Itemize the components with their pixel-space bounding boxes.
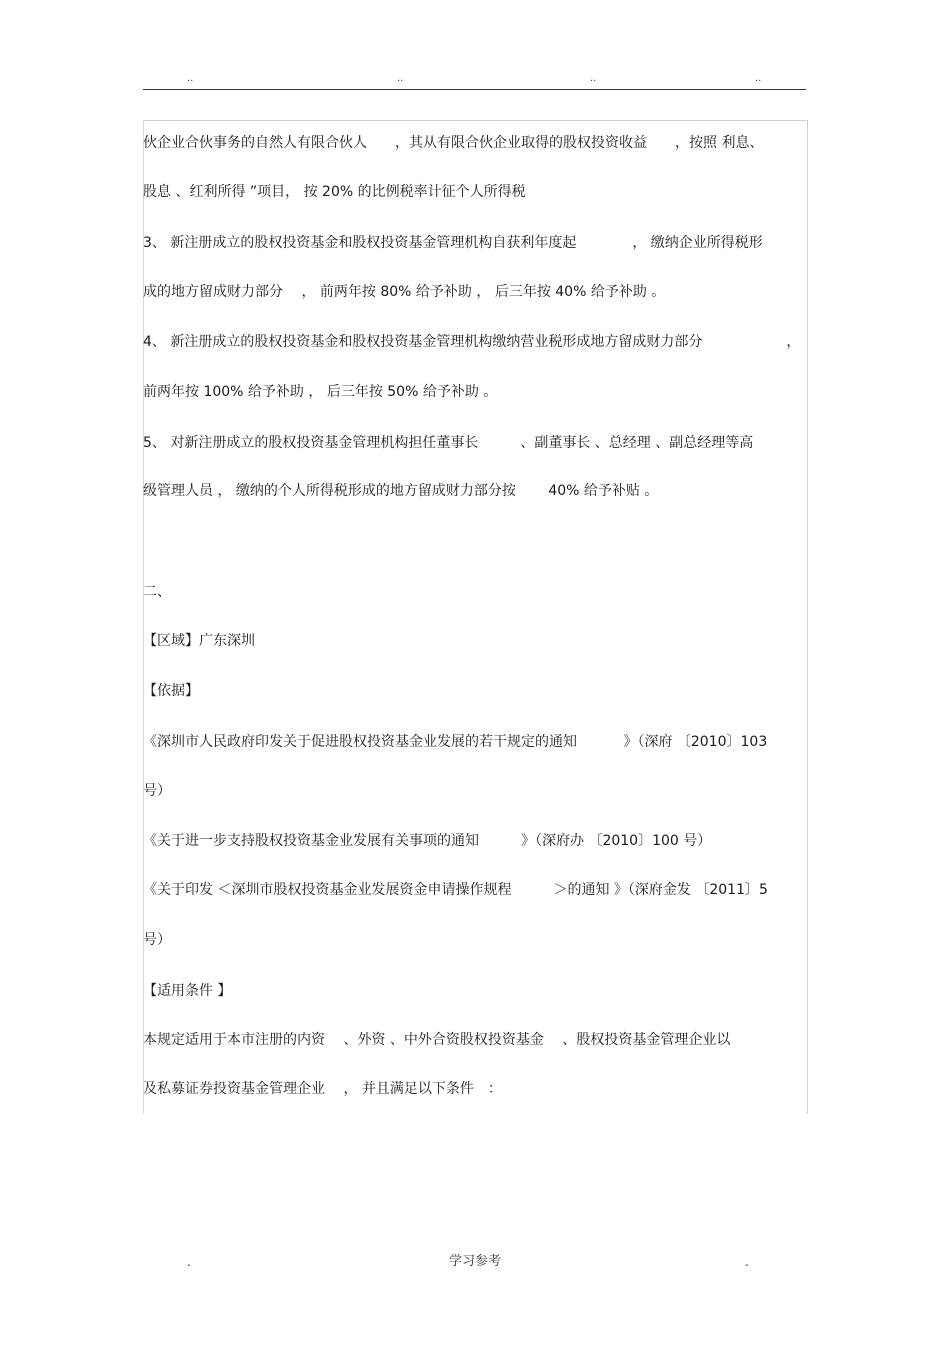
page-header: [0, 74, 950, 88]
header-dot-4: ..: [755, 73, 762, 84]
text-line: 本规定适用于本市注册的内资 、外资 、中外合资股权投资基金 、股权投资基金管理企业以: [143, 1032, 731, 1048]
text-line: 级管理人员 ， 缴纳的个人所得税形成的地方留成财力部分按 40% 给予补贴 。: [143, 483, 659, 499]
text-line: 4、 新注册成立的股权投资基金和股权投资基金管理机构缴纳营业税形成地方留成财力部分 ，: [143, 334, 801, 350]
text-line: 及私募证券投资基金管理企业 ， 并且满足以下条件 ：: [143, 1081, 502, 1097]
text-line: 成的地方留成财力部分 ， 前两年按 80% 给予补助 ， 后三年按 40% 给予补助 。: [143, 284, 666, 300]
header-rule: [143, 89, 806, 90]
region-label: 【区域】广东深圳: [143, 633, 255, 649]
section-heading: 二、: [143, 584, 171, 600]
text-line: 《深圳市人民政府印发关于促进股权投资基金业发展的若干规定的通知 》（深府 〔2010〕103: [143, 734, 768, 750]
text-line: 伙企业合伙事务的自然人有限合伙人 ，其从有限合伙企业取得的股权投资收益 ，按照 利息、: [143, 135, 764, 151]
header-dot-3: ..: [590, 73, 597, 84]
text-line: 5、 对新注册成立的股权投资基金管理机构担任董事长 、副董事长 、总经理 、副总经理等高: [143, 435, 754, 451]
text-line: 《关于进一步支持股权投资基金业发展有关事项的通知 》（深府办 〔2010〕100 号）: [143, 833, 712, 849]
text-line: 《关于印发 ＜深圳市股权投资基金业发展资金申请操作规程 ＞的通知 》（深府金发 〔2011〕5: [143, 882, 768, 898]
conditions-label: 【适用条件 】: [143, 983, 232, 999]
footer-dot-right: .: [745, 1255, 749, 1269]
text-line: 前两年按 100% 给予补助 ， 后三年按 50% 给予补助 。: [143, 384, 498, 400]
text-line: 号）: [143, 783, 171, 799]
basis-label: 【依据】: [143, 683, 199, 699]
text-line: 股息 、红利所得 ”项目， 按 20% 的比例税率计征个人所得税: [143, 184, 526, 200]
header-dot-1: ..: [187, 73, 194, 84]
footer-dot-left: .: [187, 1255, 191, 1269]
content-frame: [143, 120, 808, 1114]
footer-label: 学习参考: [448, 1254, 501, 1269]
text-line: 号）: [143, 932, 171, 948]
text-line: 3、 新注册成立的股权投资基金和股权投资基金管理机构自获利年度起 ， 缴纳企业所得税形: [143, 235, 763, 251]
header-dot-2: ..: [397, 73, 404, 84]
